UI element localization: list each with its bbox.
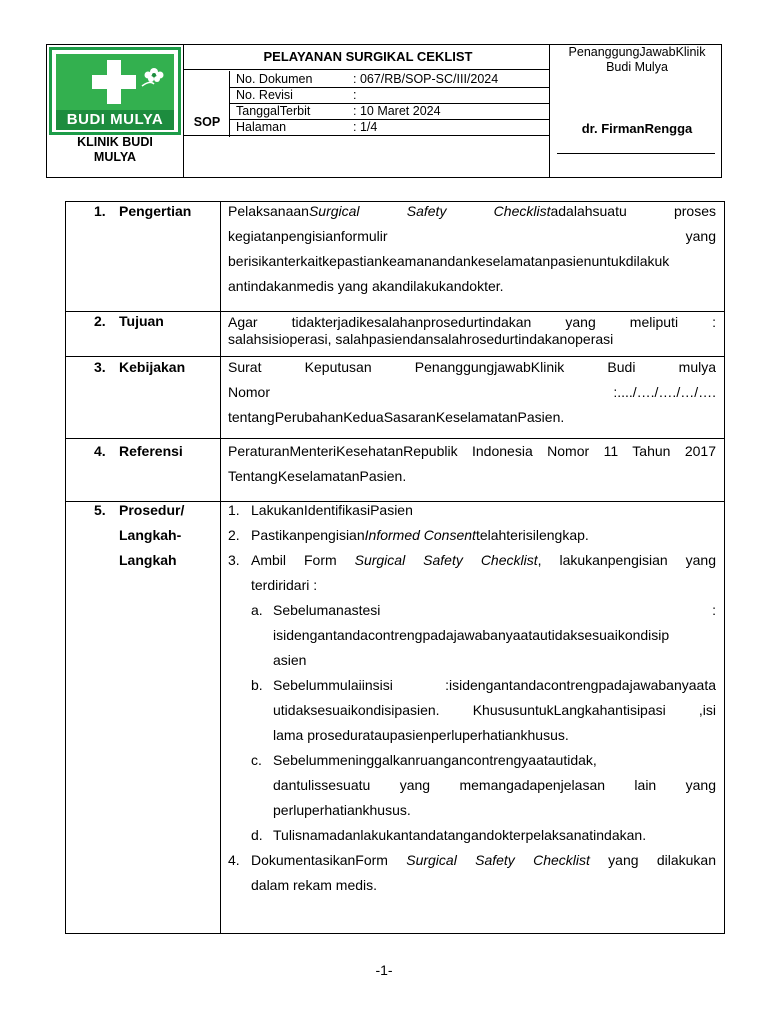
sub-list-text: dantulissesuatu yang memangadapenjelasan lain yang: [273, 777, 716, 793]
sub-list-text: Sebelummeninggalkanruangancontrengyaatautidak,: [273, 752, 597, 768]
sub-list-letter: a.: [251, 602, 263, 618]
text-line: antindakanmedis yang akandilakukandokter.: [228, 278, 504, 294]
section-number: 5.: [94, 502, 106, 518]
list-number: 3.: [228, 552, 240, 568]
section-number: 4.: [94, 443, 106, 459]
meta-row-page: [233, 119, 549, 135]
text-run: , lakukanpengisian yang: [537, 552, 716, 568]
section-title-line: Prosedur/: [119, 502, 185, 518]
text-run-italic: Surgical Safety Checklist: [406, 852, 590, 868]
list-text: [251, 848, 716, 873]
text-line: kegiatanpengisianformulir yang: [228, 228, 716, 244]
section-number: 3.: [94, 359, 106, 375]
list-item: [228, 523, 716, 548]
text-run: telahterisilengkap.: [475, 527, 589, 543]
header-divider: [229, 71, 230, 137]
responsible-name: dr. FirmanRengga: [581, 121, 693, 136]
sub-list-text: isidengantandacontrengpadajawabanyaatautidaksesuaikondisip: [273, 627, 670, 643]
text-line: Surat Keputusan PenanggungjawabKlinik Budi mulya: [228, 359, 716, 375]
text-line: [228, 199, 716, 224]
page-number: -1-: [375, 962, 393, 978]
text-run: adalahsuatu proses: [550, 203, 716, 219]
sub-list-text: perluperhatiankhusus.: [273, 802, 411, 818]
text-run-italic: Informed Consent: [364, 527, 476, 543]
list-item: [228, 548, 716, 573]
text-line: salahsisioperasi, salahpasiendansalahrosedurtindakanoperasi: [228, 331, 614, 347]
header-divider: [183, 69, 549, 70]
text-run: DokumentasikanForm: [251, 852, 407, 868]
meta-row-issue-date: [233, 103, 549, 119]
responsible-title-line: PenanggungJawabKlinik: [568, 45, 706, 59]
text-line: PeraturanMenteriKesehatanRepublik Indonesia Nomor 11 Tahun 2017: [228, 443, 716, 459]
meta-label: TanggalTerbit: [236, 104, 311, 118]
sub-list-item: [228, 598, 716, 623]
meta-row-revision: [233, 87, 549, 103]
sub-list-item: [228, 823, 716, 848]
sub-list-letter: b.: [251, 677, 263, 693]
meta-value: : 067/RB/SOP-SC/III/2024: [353, 72, 499, 86]
list-number: 4.: [228, 852, 240, 868]
section-number: 2.: [94, 313, 106, 329]
sub-list-letter: d.: [251, 827, 263, 843]
section-title-line: Langkah-: [119, 527, 182, 543]
sub-list-item: [228, 748, 716, 773]
text-run: Pastikanpengisian: [251, 527, 365, 543]
text-run: yang dilakukan: [589, 852, 716, 868]
meta-label: No. Dokumen: [236, 72, 313, 86]
list-text-continuation: terdiridari :: [251, 577, 318, 593]
meta-value: : 1/4: [353, 120, 378, 134]
responsible-title: [551, 45, 723, 75]
list-text-continuation: dalam rekam medis.: [251, 877, 378, 893]
clinic-name: KLINIK BUDI MULYA: [77, 135, 153, 164]
header-divider: [183, 135, 549, 136]
section-title: Kebijakan: [119, 359, 186, 375]
text-line: TentangKeselamatanPasien.: [228, 468, 407, 484]
section-title: Referensi: [119, 443, 183, 459]
list-item: [228, 848, 716, 873]
meta-value: : 10 Maret 2024: [353, 104, 441, 118]
sub-list-text: Tulisnamadanlakukantandatangandokterpelaksanatindakan.: [273, 827, 647, 843]
meta-label: Halaman: [236, 120, 287, 134]
flower-icon: [140, 64, 168, 88]
sub-list-text: Sebelummulaiinsisi :isidengantandacontrengpadajawabanyaata: [273, 677, 716, 693]
sub-list-letter: c.: [251, 752, 262, 768]
meta-value: :: [353, 88, 357, 102]
meta-label: No. Revisi: [236, 88, 293, 102]
table-row-divider: [66, 311, 724, 312]
list-number: 2.: [228, 527, 240, 543]
section-title: [119, 498, 184, 573]
section-title: Pengertian: [119, 203, 192, 219]
section-content-prosedur: [228, 498, 716, 898]
list-text: LakukanIdentifikasiPasien: [251, 502, 413, 518]
text-line: berisikanterkaitkepastiankeamanandankeselamatanpasienuntukdilakuk: [228, 253, 670, 269]
meta-row-document-number: [233, 71, 549, 87]
section-number: 1.: [94, 203, 106, 219]
sub-list-text: asien: [273, 652, 307, 668]
header-divider: [549, 45, 550, 177]
sub-list-text: lama prosedurataupasienperluperhatiankhusus.: [273, 727, 569, 743]
document-header: [46, 44, 722, 178]
list-text: [228, 527, 589, 543]
section-title-line: Langkah: [119, 552, 177, 568]
clinic-logo: [49, 47, 181, 135]
sub-list-text: Sebelumanastesi :: [273, 602, 716, 618]
text-line: Agar tidakterjadikesalahanprosedurtindakan yang meliputi :: [228, 314, 716, 330]
medical-cross-icon: [90, 58, 138, 106]
text-run: Pelaksanaan: [228, 203, 309, 219]
signature-line: [557, 153, 715, 154]
sop-label: SOP: [193, 115, 221, 129]
section-content-referensi: [228, 439, 716, 489]
text-line: Nomor :..../…./…./…/….: [228, 384, 716, 400]
document-title: PELAYANAN SURGIKAL CEKLIST: [263, 49, 473, 64]
section-title: Tujuan: [119, 313, 164, 329]
text-run-italic: Surgical Safety Checklist: [354, 552, 538, 568]
logo-background: [56, 54, 174, 110]
text-run: Ambil Form: [251, 552, 355, 568]
list-text: [251, 548, 716, 573]
text-line: tentangPerubahanKeduaSasaranKeselamatanPasien.: [228, 409, 565, 425]
logo-text: BUDI MULYA: [56, 110, 174, 130]
section-content-kebijakan: [228, 355, 716, 430]
list-number: 1.: [228, 502, 240, 518]
text-run-italic: Surgical Safety Checklist: [308, 203, 551, 219]
sub-list-item: [228, 673, 716, 698]
responsible-title-line: Budi Mulya: [606, 60, 668, 74]
list-item: [228, 498, 716, 523]
header-divider: [183, 45, 184, 177]
section-content-pengertian: [228, 199, 716, 299]
sub-list-text: utidaksesuaikondisipasien. KhususuntukLangkahantisipasi ,isi: [273, 702, 716, 718]
sop-content-table: [65, 201, 725, 934]
section-content-tujuan: [228, 314, 716, 348]
